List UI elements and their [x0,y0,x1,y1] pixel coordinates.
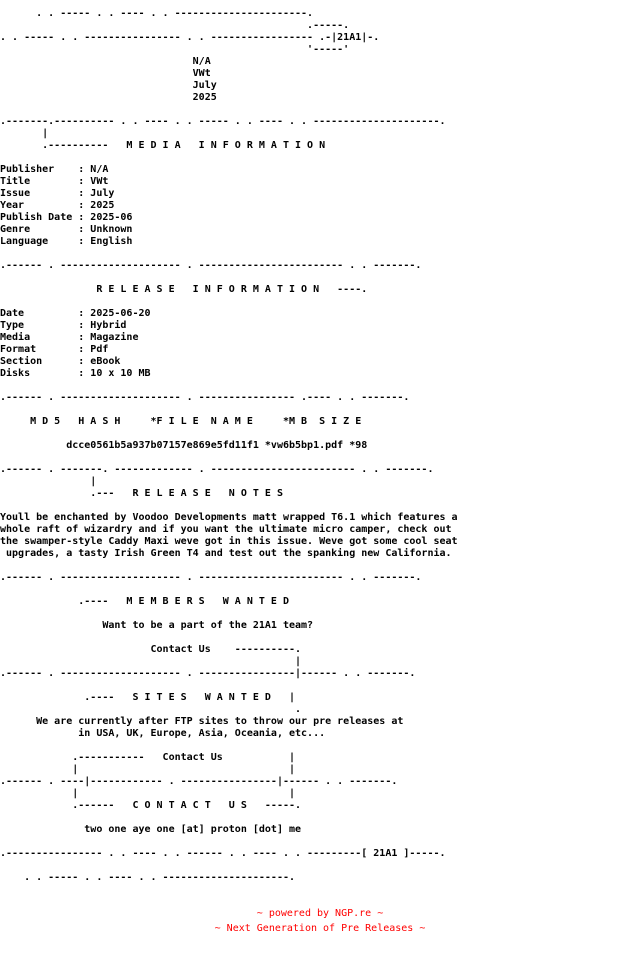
nfo-line [0,452,640,464]
nfo-line: | [0,656,302,667]
nfo-line [0,296,640,308]
nfo-line: .------ . -------. ------------- . ------------------------ . . -------. [0,464,434,475]
nfo-line [0,152,640,164]
contact-us-label: .----------- Contact Us | [0,752,296,763]
ngp-tagline-link[interactable]: ~ Next Generation of Pre Releases ~ [214,923,426,934]
sites-wanted-text: in USA, UK, Europe, Asia, Oceania, etc... [0,728,326,739]
nfo-line: '-----' [0,44,362,55]
nfo-line [0,272,640,284]
hash-row: dcce0561b5a937b07157e869e5fd11f1 *vw6b5bp1.pdf *98 [0,440,368,451]
nfo-line [0,740,640,752]
contact-email: two one aye one [at] proton [dot] me [0,824,302,835]
nfo-line: . . ----- . . ---- . . ----------------------. [0,8,362,19]
language-row: Language : English [0,236,133,247]
nfo-line: .------ . -------------------- . ----------------|------ . . -------. [0,668,416,679]
nfo-line: VWt [0,68,211,79]
nfo-line: 2025 [0,92,217,103]
publish-date-row: Publish Date : 2025-06 [0,212,133,223]
members-wanted-heading: .---- M E M B E R S W A N T E D [0,596,289,607]
sites-wanted-heading: .---- S I T E S W A N T E D | [0,692,296,703]
format-row: Format : Pdf [0,344,109,355]
nfo-line: .------ . -------------------- . ------------------------ . . -------. [0,260,422,271]
nfo-line [0,632,640,644]
year-row: Year : 2025 [0,200,115,211]
nfo-line: . . ----- . . ---- . . ---------------------. [0,872,296,883]
nfo-line: .-------.---------- . . ---- . . ----- . . ---- . . ---------------------. [0,116,446,127]
contact-us-heading: .------ C O N T A C T U S -----. [0,800,302,811]
nfo-line: | [0,476,97,487]
members-wanted-text: Want to be a part of the 21A1 team? [0,620,314,631]
nfo-line [0,608,640,620]
nfo-line [0,584,640,596]
nfo-line: .------ . -------------------- . ---------------- .---- . . -------. [0,392,410,403]
nfo-line [0,836,640,848]
nfo-line [0,680,640,692]
nfo-line [0,500,640,512]
footer [0,906,640,936]
publisher-row: Publisher : N/A [0,164,109,175]
nfo-line [0,428,640,440]
nfo-line: .------ . ----|------------ . ----------------|------ . . -------. [0,776,398,787]
nfo-line: .------ . -------------------- . ------------------------ . . -------. [0,572,422,583]
section-row: Section : eBook [0,356,121,367]
date-row: Date : 2025-06-20 [0,308,151,319]
nfo-line [0,860,640,872]
nfo-line [0,380,640,392]
disks-row: Disks : 10 x 10 MB [0,368,151,379]
nfo-line: | [0,128,49,139]
release-notes-text: Youll be enchanted by Voodoo Developments matt wrapped T6.1 which features a [0,512,458,523]
nfo-line [0,560,640,572]
nfo-line: | | [0,788,296,799]
genre-row: Genre : Unknown [0,224,133,235]
release-notes-text: upgrades, a tasty Irish Green T4 and test out the spanking new California. [0,548,452,559]
sites-wanted-text: We are currently after FTP sites to throw our pre releases at [0,716,404,727]
nfo-line [0,104,640,116]
release-notes-heading: .--- R E L E A S E N O T E S [0,488,283,499]
nfo-line [0,404,640,416]
media-row: Media : Magazine [0,332,139,343]
nfo-line: .---------------- . . ---- . . ------ . . ---- . . ---------[ 21A1 ]-----. [0,848,446,859]
nfo-text [0,8,640,898]
release-info-heading: R E L E A S E I N F O R M A T I O N ----. [0,284,368,295]
nfo-line [0,248,640,260]
title-row: Title : VWt [0,176,109,187]
nfo-line: July [0,80,217,91]
nfo-line: | | [0,764,296,775]
nfo-line: . [0,704,302,715]
contact-us-label: Contact Us ----------. [0,644,302,655]
release-notes-text: whole raft of wizardry and if you want the ultimate micro camper, check out [0,524,452,535]
issue-row: Issue : July [0,188,115,199]
media-info-heading: .---------- M E D I A I N F O R M A T I O N [0,140,326,151]
nfo-line: .-----. [0,20,362,31]
powered-by-link[interactable]: ~ powered by NGP.re ~ [256,908,384,919]
nfo-line: N/A [0,56,211,67]
hash-header: M D 5 H A S H *F I L E N A M E *M B S I Z E [0,416,362,427]
release-notes-text: the swamper-style Caddy Maxi weve got in this issue. Weve got some cool seat [0,536,458,547]
type-row: Type : Hybrid [0,320,127,331]
nfo-line: . . ----- . . ---------------- . . ----------------- .-|21A1|-. [0,32,380,43]
nfo-line [0,812,640,824]
